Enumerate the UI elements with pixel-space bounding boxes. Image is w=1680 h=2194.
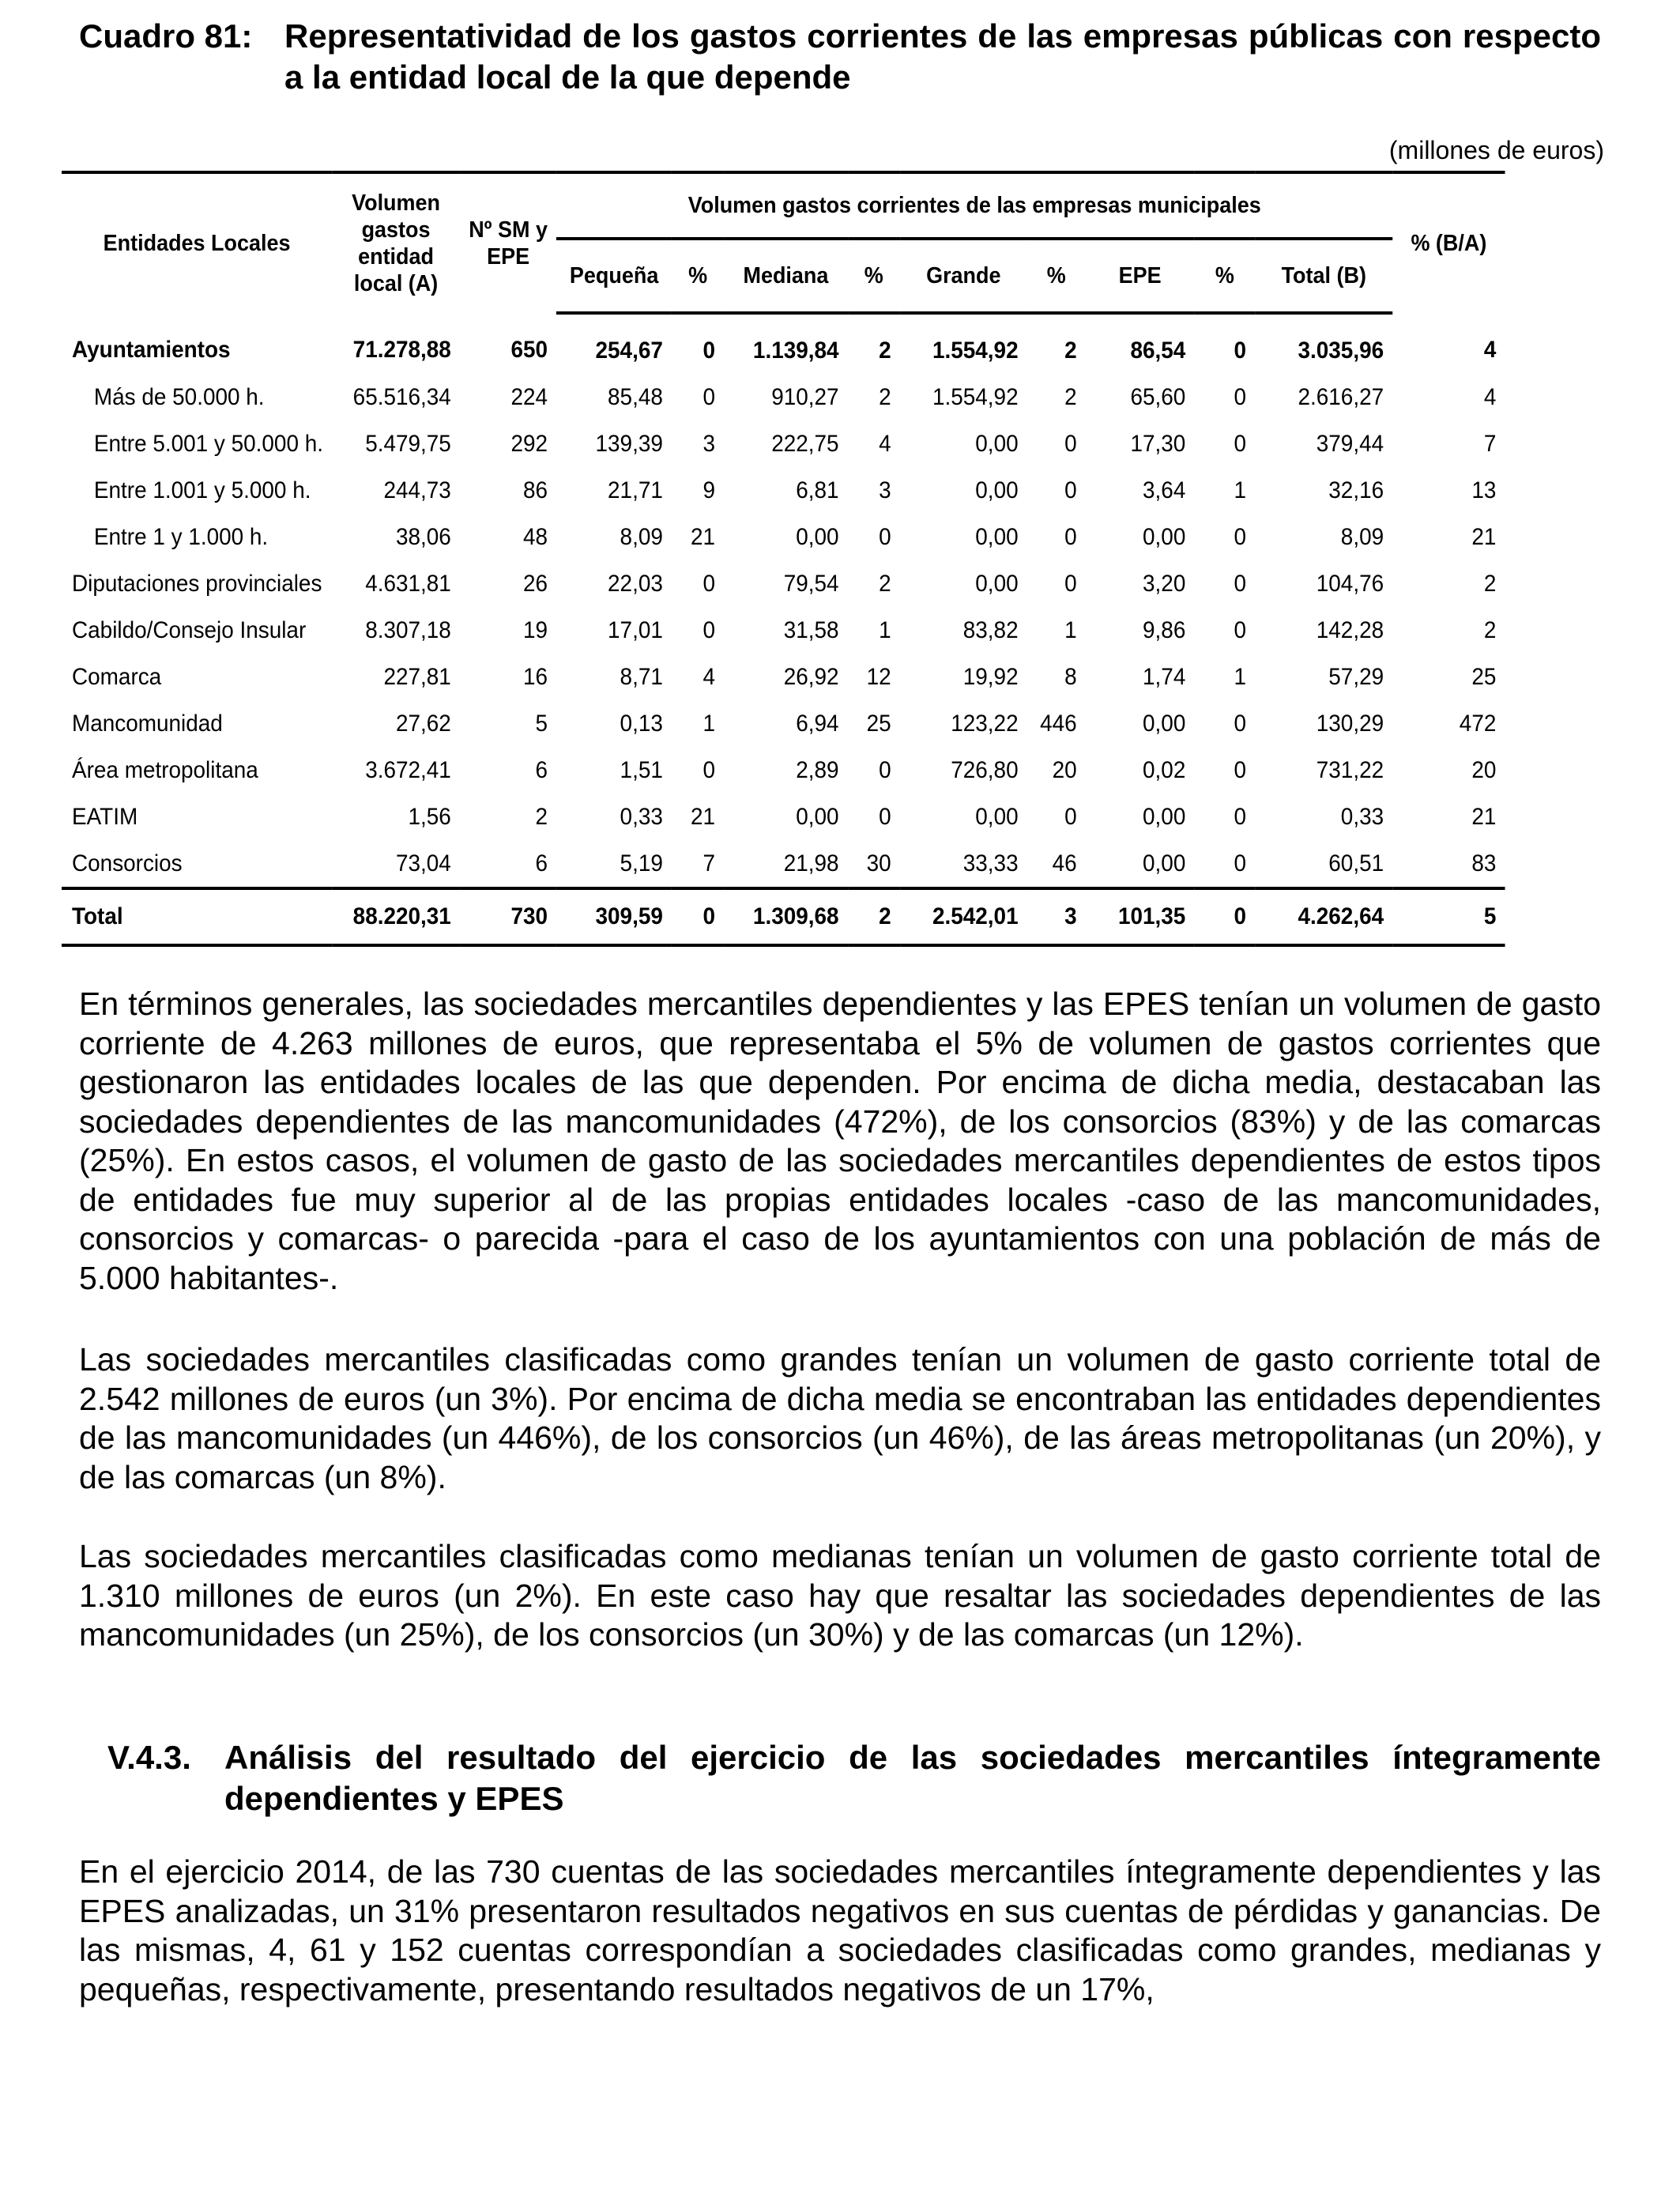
table-row: [62, 654, 1505, 700]
cell-num-sm: 650: [510, 336, 548, 363]
col-header-num-sm: Nº SM y EPE: [460, 172, 556, 313]
cell-mediana: 0,00: [796, 523, 839, 550]
cell-volumen: 38,06: [395, 523, 451, 550]
cell-entidad: Entre 1.001 y 5.000 h.: [93, 477, 311, 503]
cell-entidad: Total: [62, 888, 332, 945]
cell-pct: 1: [879, 616, 891, 643]
cell-grande: 83,82: [962, 616, 1019, 643]
cell-pct: 2: [848, 888, 900, 945]
cell-epe: 1,74: [1143, 663, 1186, 690]
data-table: [62, 171, 1505, 947]
table-row: [62, 420, 1505, 467]
col-header-epe: EPE: [1086, 239, 1195, 313]
cell-grande: 33,33: [962, 850, 1019, 876]
cell-total-b: 731,22: [1316, 756, 1384, 783]
cell-pct: 0: [703, 337, 716, 364]
cell-num-sm: 19: [523, 616, 548, 643]
cell-total-b: 57,29: [1328, 663, 1384, 690]
cell-num-sm: 6: [535, 756, 548, 783]
cell-pct: 0: [1234, 616, 1247, 643]
cell-mediana: 0,00: [796, 803, 839, 830]
cell-pct: 0: [703, 383, 716, 410]
col-header-pct: %: [848, 239, 900, 313]
cell-num-sm: 86: [523, 477, 548, 503]
cell-pct: 0: [1234, 570, 1247, 597]
col-header-mediana: Mediana: [724, 239, 848, 313]
cell-pct: 1: [1064, 616, 1077, 643]
cell-pct: 0: [879, 523, 891, 550]
paragraph-1: En términos generales, las sociedades mercantiles dependientes y las EPES tenían un volumen de gasto corriente de 4.263 millones de euros, que representaba el 5% de volumen de gastos corrientes que gestionaron las entidades locales de las que dependen. Por encima de dicha media, destacaban las sociedades dependientes de las mancomunidades (472%), de los consorcios (83%) y de las comarcas (25%). En estos casos, el volumen de gasto de las sociedades mercantiles dependientes de estos tipos de entidades fue muy superior al de las propias entidades locales -caso de las mancomunidades, consorcios y comarcas- o parecida -para el caso de los ayuntamientos con una población de más de 5.000 habitantes-.: [79, 986, 1601, 1296]
cell-pequena: 22,03: [608, 570, 663, 597]
table-row: [62, 607, 1505, 654]
cell-volumen: 27,62: [395, 710, 451, 737]
cell-pct: 3: [703, 430, 716, 457]
cell-volumen: 73,04: [395, 850, 451, 876]
cell-total-b: 104,76: [1316, 570, 1384, 597]
cell-epe: 101,35: [1086, 888, 1195, 945]
cell-pct: 0: [1234, 756, 1247, 783]
cell-pct-ba: 4: [1483, 383, 1497, 410]
cell-volumen: 8.307,18: [365, 616, 451, 643]
cell-pct: 2: [879, 337, 891, 364]
cell-grande: 726,80: [951, 756, 1019, 783]
cell-epe: 9,86: [1143, 616, 1186, 643]
cell-volumen: 71.278,88: [352, 336, 451, 363]
cell-pct: 0: [1234, 850, 1247, 876]
table-row: [62, 514, 1505, 560]
cell-pct: 0: [1234, 337, 1247, 364]
cell-pequena: 21,71: [608, 477, 663, 503]
col-header-entidades: Entidades Locales: [62, 172, 332, 313]
cell-pct-ba: 13: [1471, 477, 1497, 503]
cell-pct: 21: [690, 523, 716, 550]
cell-volumen: 88.220,31: [332, 888, 460, 945]
cell-grande: 123,22: [951, 710, 1019, 737]
cell-pct: 0: [1234, 523, 1247, 550]
cell-pct: 0: [1064, 430, 1077, 457]
cell-pct: 46: [1052, 850, 1077, 876]
section-number: V.4.3.: [107, 1739, 191, 1776]
cell-entidad: Más de 50.000 h.: [93, 383, 265, 410]
table-row: [62, 700, 1505, 747]
cell-pct: 0: [672, 888, 724, 945]
paragraph-2: Las sociedades mercantiles clasificadas como grandes tenían un volumen de gasto corriente total de 2.542 millones de euros (un 3%). Por encima de dicha media se encontraban las entidades dependientes de las mancomunidades (un 446%), de los consorcios (un 46%), de las áreas metropolitanas (un 20%), y de las comarcas (un 8%).: [79, 1341, 1601, 1495]
cell-pct-ba: 2: [1483, 570, 1497, 597]
cell-total-b: 0,33: [1340, 803, 1384, 830]
cell-volumen: 65.516,34: [352, 383, 451, 410]
cell-epe: 3,20: [1143, 570, 1186, 597]
cell-num-sm: 5: [535, 710, 548, 737]
cell-pct: 4: [879, 430, 891, 457]
col-header-total-b: Total (B): [1255, 239, 1392, 313]
cell-grande: 0,00: [975, 803, 1019, 830]
cell-grande: 1.554,92: [932, 383, 1019, 410]
cell-entidad: Entre 5.001 y 50.000 h.: [93, 430, 323, 457]
cell-pequena: 85,48: [608, 383, 663, 410]
cell-pct: 25: [866, 710, 891, 737]
cell-pequena: 309,59: [556, 888, 672, 945]
cell-volumen: 1,56: [408, 803, 451, 830]
cell-total-b: 142,28: [1316, 616, 1384, 643]
cell-pct: 21: [690, 803, 716, 830]
cell-mediana: 2,89: [796, 756, 839, 783]
cell-epe: 0,00: [1143, 710, 1186, 737]
paragraph-4: En el ejercicio 2014, de las 730 cuentas de las sociedades mercantiles íntegramente dependientes y las EPES analizadas, un 31% presentaron resultados negativos en sus cuentas de pérdidas y ganancias. De las mismas, 4, 61 y 152 cuentas correspondían a sociedades clasificadas como grandes, medianas y pequeñas, respectivamente, presentando resultados negativos de un 17%,: [79, 1853, 1601, 2007]
section-title: Análisis del resultado del ejercicio de las sociedades mercantiles íntegramente dependientes y EPES: [224, 1739, 1601, 1817]
col-header-grande: Grande: [900, 239, 1027, 313]
cell-epe: 0,00: [1143, 803, 1186, 830]
cell-pct: 2: [879, 383, 891, 410]
cell-total-b: 3.035,96: [1298, 337, 1384, 364]
cell-volumen: 4.631,81: [365, 570, 451, 597]
cell-grande: 0,00: [975, 430, 1019, 457]
table-row: [62, 794, 1505, 840]
cell-pct-ba: 21: [1471, 523, 1497, 550]
col-header-pct-ba: % (B/A): [1392, 172, 1505, 313]
cell-pct: 0: [1194, 888, 1255, 945]
cell-entidad: Diputaciones provinciales: [72, 570, 322, 597]
cell-total-b: 4.262,64: [1255, 888, 1392, 945]
paragraph-3: Las sociedades mercantiles clasificadas como medianas tenían un volumen de gasto corriente total de 1.310 millones de euros (un 2%). En este caso hay que resaltar las sociedades dependientes de las mancomunidades (un 25%), de los consorcios (un 30%) y de las comarcas (un 12%).: [79, 1538, 1601, 1653]
cell-pct: 8: [1064, 663, 1077, 690]
cell-mediana: 6,94: [796, 710, 839, 737]
cell-volumen: 244,73: [383, 477, 451, 503]
cell-mediana: 6,81: [796, 477, 839, 503]
cell-pct: 0: [1234, 803, 1247, 830]
cell-volumen: 5.479,75: [365, 430, 451, 457]
cell-epe: 86,54: [1130, 337, 1186, 364]
cell-epe: 0,00: [1143, 850, 1186, 876]
cell-pequena: 1,51: [620, 756, 663, 783]
cell-pequena: 254,67: [595, 337, 663, 364]
cell-pct: 7: [703, 850, 716, 876]
cell-mediana: 1.139,84: [752, 337, 839, 364]
cell-num-sm: 48: [523, 523, 548, 550]
caption-number: Cuadro 81:: [79, 17, 253, 55]
cell-mediana: 26,92: [783, 663, 839, 690]
cell-volumen: 227,81: [383, 663, 451, 690]
col-header-pct: %: [672, 239, 724, 313]
section-heading: [107, 1737, 1601, 1819]
cell-pct: 2: [1064, 383, 1077, 410]
cell-mediana: 79,54: [783, 570, 839, 597]
cell-grande: 1.554,92: [932, 337, 1019, 364]
cell-epe: 0,02: [1143, 756, 1186, 783]
cell-grande: 0,00: [975, 477, 1019, 503]
cell-total-b: 379,44: [1316, 430, 1384, 457]
cell-mediana: 21,98: [783, 850, 839, 876]
cell-pct-ba: 2: [1483, 616, 1497, 643]
cell-entidad: Ayuntamientos: [72, 336, 231, 363]
table-row: [62, 374, 1505, 420]
cell-mediana: 222,75: [771, 430, 839, 457]
cell-pct: 0: [879, 756, 891, 783]
cell-pct: 3: [1027, 888, 1086, 945]
cell-pct: 0: [703, 570, 716, 597]
cell-volumen: 3.672,41: [365, 756, 451, 783]
cell-num-sm: 2: [535, 803, 548, 830]
cell-pct: 0: [1064, 477, 1077, 503]
col-header-volumen: Volumen gastos entidad local (A): [332, 172, 460, 313]
table-caption: [79, 16, 1601, 98]
cell-grande: 2.542,01: [900, 888, 1027, 945]
cell-pct-ba: 21: [1471, 803, 1497, 830]
caption-title: Representatividad de los gastos corrientes de las empresas públicas con respecto a la entidad local de la que depende: [284, 17, 1601, 96]
col-header-pequena: Pequeña: [556, 239, 672, 313]
cell-total-b: 2.616,27: [1298, 383, 1384, 410]
cell-pct: 0: [1234, 383, 1247, 410]
cell-num-sm: 6: [535, 850, 548, 876]
cell-num-sm: 224: [510, 383, 548, 410]
cell-entidad: Área metropolitana: [72, 756, 258, 783]
cell-pct: 0: [1064, 523, 1077, 550]
table-row: [62, 840, 1505, 888]
units-label: (millones de euros): [1388, 136, 1604, 164]
cell-mediana: 910,27: [771, 383, 839, 410]
cell-pct: 30: [866, 850, 891, 876]
cell-pequena: 5,19: [620, 850, 663, 876]
cell-pct-ba: 20: [1471, 756, 1497, 783]
table-row: [62, 560, 1505, 607]
cell-pct: 0: [1064, 570, 1077, 597]
table-row: [62, 313, 1505, 374]
table-row: [62, 467, 1505, 514]
cell-pct: 12: [866, 663, 891, 690]
table-total-row: [62, 888, 1505, 945]
cell-pct: 2: [1064, 337, 1077, 364]
cell-entidad: Entre 1 y 1.000 h.: [93, 523, 269, 550]
cell-pct: 0: [703, 616, 716, 643]
cell-entidad: Consorcios: [72, 850, 183, 876]
cell-pct: 0: [703, 756, 716, 783]
cell-pct-ba: 83: [1471, 850, 1497, 876]
cell-pct: 0: [1234, 430, 1247, 457]
cell-grande: 0,00: [975, 570, 1019, 597]
cell-pct: 1: [703, 710, 716, 737]
cell-pct: 1: [1234, 663, 1247, 690]
cell-pct-ba: 25: [1471, 663, 1497, 690]
cell-pct: 9: [703, 477, 716, 503]
cell-entidad: Comarca: [72, 663, 162, 690]
cell-pct-ba: 5: [1392, 888, 1505, 945]
cell-num-sm: 730: [460, 888, 556, 945]
col-header-pct: %: [1027, 239, 1086, 313]
cell-pct-ba: 7: [1483, 430, 1497, 457]
cell-pequena: 0,33: [620, 803, 663, 830]
cell-entidad: EATIM: [72, 803, 138, 830]
cell-total-b: 32,16: [1328, 477, 1384, 503]
cell-pequena: 8,09: [620, 523, 663, 550]
cell-pequena: 8,71: [620, 663, 663, 690]
cell-pct: 446: [1040, 710, 1077, 737]
col-header-group: Volumen gastos corrientes de las empresas municipales: [556, 172, 1392, 239]
cell-pct: 2: [879, 570, 891, 597]
cell-total-b: 60,51: [1328, 850, 1384, 876]
cell-pct: 0: [1064, 803, 1077, 830]
cell-pequena: 139,39: [595, 430, 663, 457]
cell-pct: 0: [879, 803, 891, 830]
cell-pequena: 17,01: [608, 616, 663, 643]
cell-epe: 0,00: [1143, 523, 1186, 550]
cell-num-sm: 26: [523, 570, 548, 597]
col-header-pct: %: [1194, 239, 1255, 313]
cell-grande: 0,00: [975, 523, 1019, 550]
cell-num-sm: 292: [510, 430, 548, 457]
cell-entidad: Mancomunidad: [72, 710, 223, 737]
cell-pct-ba: 4: [1483, 336, 1497, 363]
table-row: [62, 747, 1505, 794]
cell-pct: 1: [1234, 477, 1247, 503]
cell-total-b: 8,09: [1340, 523, 1384, 550]
cell-epe: 3,64: [1143, 477, 1186, 503]
cell-num-sm: 16: [523, 663, 548, 690]
cell-mediana: 31,58: [783, 616, 839, 643]
cell-epe: 17,30: [1130, 430, 1186, 457]
cell-grande: 19,92: [962, 663, 1019, 690]
cell-epe: 65,60: [1130, 383, 1186, 410]
cell-total-b: 130,29: [1316, 710, 1384, 737]
cell-pct: 20: [1052, 756, 1077, 783]
cell-entidad: Cabildo/Consejo Insular: [72, 616, 307, 643]
cell-pct: 0: [1234, 710, 1247, 737]
cell-pct: 4: [703, 663, 716, 690]
cell-mediana: 1.309,68: [724, 888, 848, 945]
cell-pct-ba: 472: [1459, 710, 1497, 737]
cell-pct: 3: [879, 477, 891, 503]
cell-pequena: 0,13: [620, 710, 663, 737]
